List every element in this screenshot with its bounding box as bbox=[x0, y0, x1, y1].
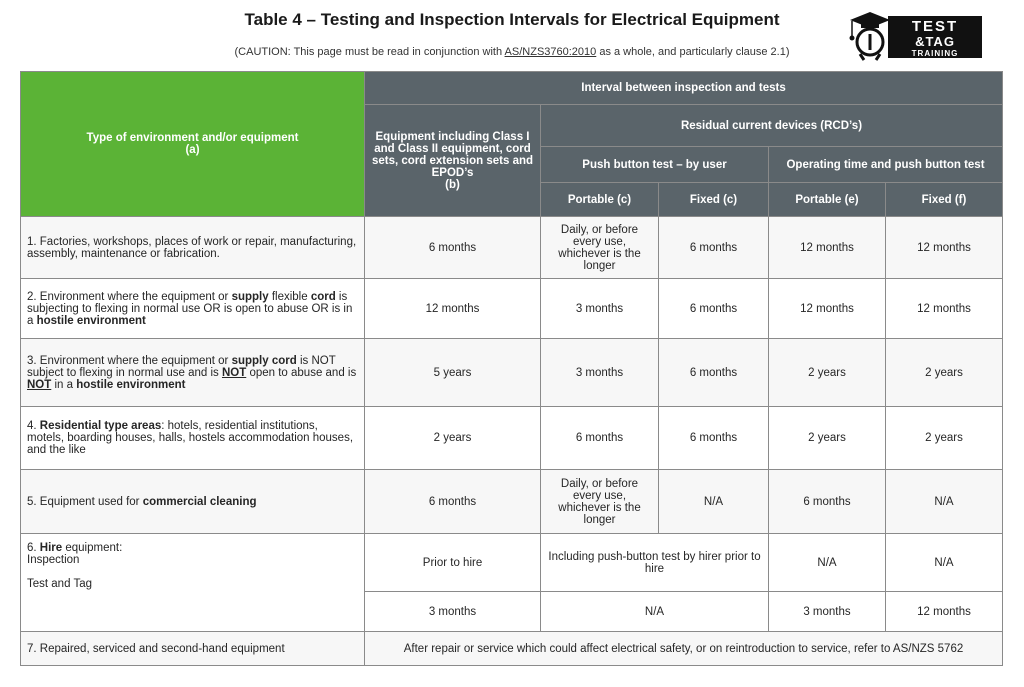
logo-line-3: TRAINING bbox=[911, 49, 959, 58]
push-portable-cell: Daily, or before every use, whichever is the longer bbox=[541, 470, 659, 534]
table-row bbox=[21, 339, 1003, 407]
equipment-cell: 6 months bbox=[365, 217, 541, 279]
header-fixed-f: Fixed (f) bbox=[886, 183, 1003, 217]
equipment-cell: Prior to hire bbox=[365, 534, 541, 592]
push-fixed-cell: 6 months bbox=[659, 279, 769, 339]
header-push-button: Push button test – by user bbox=[541, 147, 769, 183]
push-button-cell: Including push-button test by hirer prior to hire bbox=[541, 534, 769, 592]
operating-fixed-cell: 12 months bbox=[886, 279, 1003, 339]
equipment-cell: 3 months bbox=[365, 592, 541, 632]
table-row bbox=[21, 534, 1003, 592]
caution-prefix: (CAUTION: This page must be read in conjunction with bbox=[234, 46, 505, 58]
header-env-ref: (a) bbox=[185, 144, 200, 156]
logo-text-box bbox=[888, 16, 982, 58]
push-fixed-cell: 6 months bbox=[659, 407, 769, 470]
header-env-type bbox=[21, 72, 365, 217]
env-cell: 7. Repaired, serviced and second-hand equipment bbox=[21, 632, 365, 666]
standard-link[interactable]: AS/NZS3760:2010 bbox=[504, 46, 597, 58]
operating-fixed-cell: 12 months bbox=[886, 217, 1003, 279]
intervals-table bbox=[20, 71, 1003, 666]
header-fixed-c: Fixed (c) bbox=[659, 183, 769, 217]
test-and-tag-logo bbox=[846, 6, 986, 62]
push-fixed-cell: 6 months bbox=[659, 339, 769, 407]
push-portable-cell: Daily, or before every use, whichever is the longer bbox=[541, 217, 659, 279]
operating-fixed-cell: N/A bbox=[886, 470, 1003, 534]
header-portable-c: Portable (c) bbox=[541, 183, 659, 217]
operating-portable-cell: 3 months bbox=[769, 592, 886, 632]
hire-test-tag-label: Test and Tag bbox=[27, 578, 93, 590]
push-fixed-cell: 6 months bbox=[659, 217, 769, 279]
env-cell: 1. Factories, workshops, places of work or repair, manufacturing, assembly, maintenance or fabrication. bbox=[21, 217, 365, 279]
logo-line-2: &TAG bbox=[915, 34, 955, 49]
env-cell: 2. Environment where the equipment or supply flexible cord is subjecting to flexing in normal use OR is open to abuse OR is in a hostile environment bbox=[21, 279, 365, 339]
header-rcd: Residual current devices (RCD’s) bbox=[541, 105, 1003, 147]
operating-fixed-cell: 2 years bbox=[886, 339, 1003, 407]
equipment-cell: 5 years bbox=[365, 339, 541, 407]
operating-portable-cell: 12 months bbox=[769, 217, 886, 279]
header-interval: Interval between inspection and tests bbox=[365, 72, 1003, 105]
push-button-cell: N/A bbox=[541, 592, 769, 632]
header-portable-e: Portable (e) bbox=[769, 183, 886, 217]
table-row bbox=[21, 632, 1003, 666]
push-portable-cell: 3 months bbox=[541, 279, 659, 339]
operating-portable-cell: 2 years bbox=[769, 407, 886, 470]
operating-portable-cell: 6 months bbox=[769, 470, 886, 534]
operating-fixed-cell: 2 years bbox=[886, 407, 1003, 470]
logo-line-1: TEST bbox=[911, 18, 959, 35]
push-portable-cell: 3 months bbox=[541, 339, 659, 407]
repair-note-cell: After repair or service which could affect electrical safety, or on reintroduction to service, refer to AS/NZS 5762 bbox=[365, 632, 1003, 666]
operating-portable-cell: 12 months bbox=[769, 279, 886, 339]
push-portable-cell: 6 months bbox=[541, 407, 659, 470]
operating-fixed-cell: N/A bbox=[886, 534, 1003, 592]
table-row bbox=[21, 279, 1003, 339]
operating-fixed-cell: 12 months bbox=[886, 592, 1003, 632]
header-equipment bbox=[365, 105, 541, 217]
table-row bbox=[21, 407, 1003, 470]
table-row bbox=[21, 217, 1003, 279]
equipment-cell: 12 months bbox=[365, 279, 541, 339]
operating-portable-cell: N/A bbox=[769, 534, 886, 592]
page-title: Table 4 – Testing and Inspection Intervals for Electrical Equipment bbox=[244, 10, 780, 29]
push-fixed-cell: N/A bbox=[659, 470, 769, 534]
equipment-cell: 2 years bbox=[365, 407, 541, 470]
caution-suffix: as a whole, and particularly clause 2.1) bbox=[596, 46, 790, 58]
table-row bbox=[21, 470, 1003, 534]
env-cell: 4. Residential type areas: hotels, residential institutions, motels, boarding houses, halls, hostels accommodation houses, and the like bbox=[21, 407, 365, 470]
equipment-cell: 6 months bbox=[365, 470, 541, 534]
hire-inspection-label: Inspection bbox=[27, 554, 80, 566]
header-equipment-ref: (b) bbox=[445, 178, 460, 191]
operating-portable-cell: 2 years bbox=[769, 339, 886, 407]
graduate-icon bbox=[846, 6, 890, 62]
header-equipment-label: Equipment including Class I and Class II equipment, cord sets, cord extension sets and EPOD’s bbox=[371, 130, 534, 179]
env-cell: 5. Equipment used for commercial cleaning bbox=[21, 470, 365, 534]
env-cell: 3. Environment where the equipment or supply cord is NOT subject to flexing in normal use and is NOT open to abuse and is NOT in a hostile environment bbox=[21, 339, 365, 407]
header-operating-time: Operating time and push button test bbox=[769, 147, 1003, 183]
header-env-label: Type of environment and/or equipment bbox=[86, 132, 299, 144]
env-cell: 6. Hire equipment: Inspection Test and Tag bbox=[21, 534, 365, 632]
